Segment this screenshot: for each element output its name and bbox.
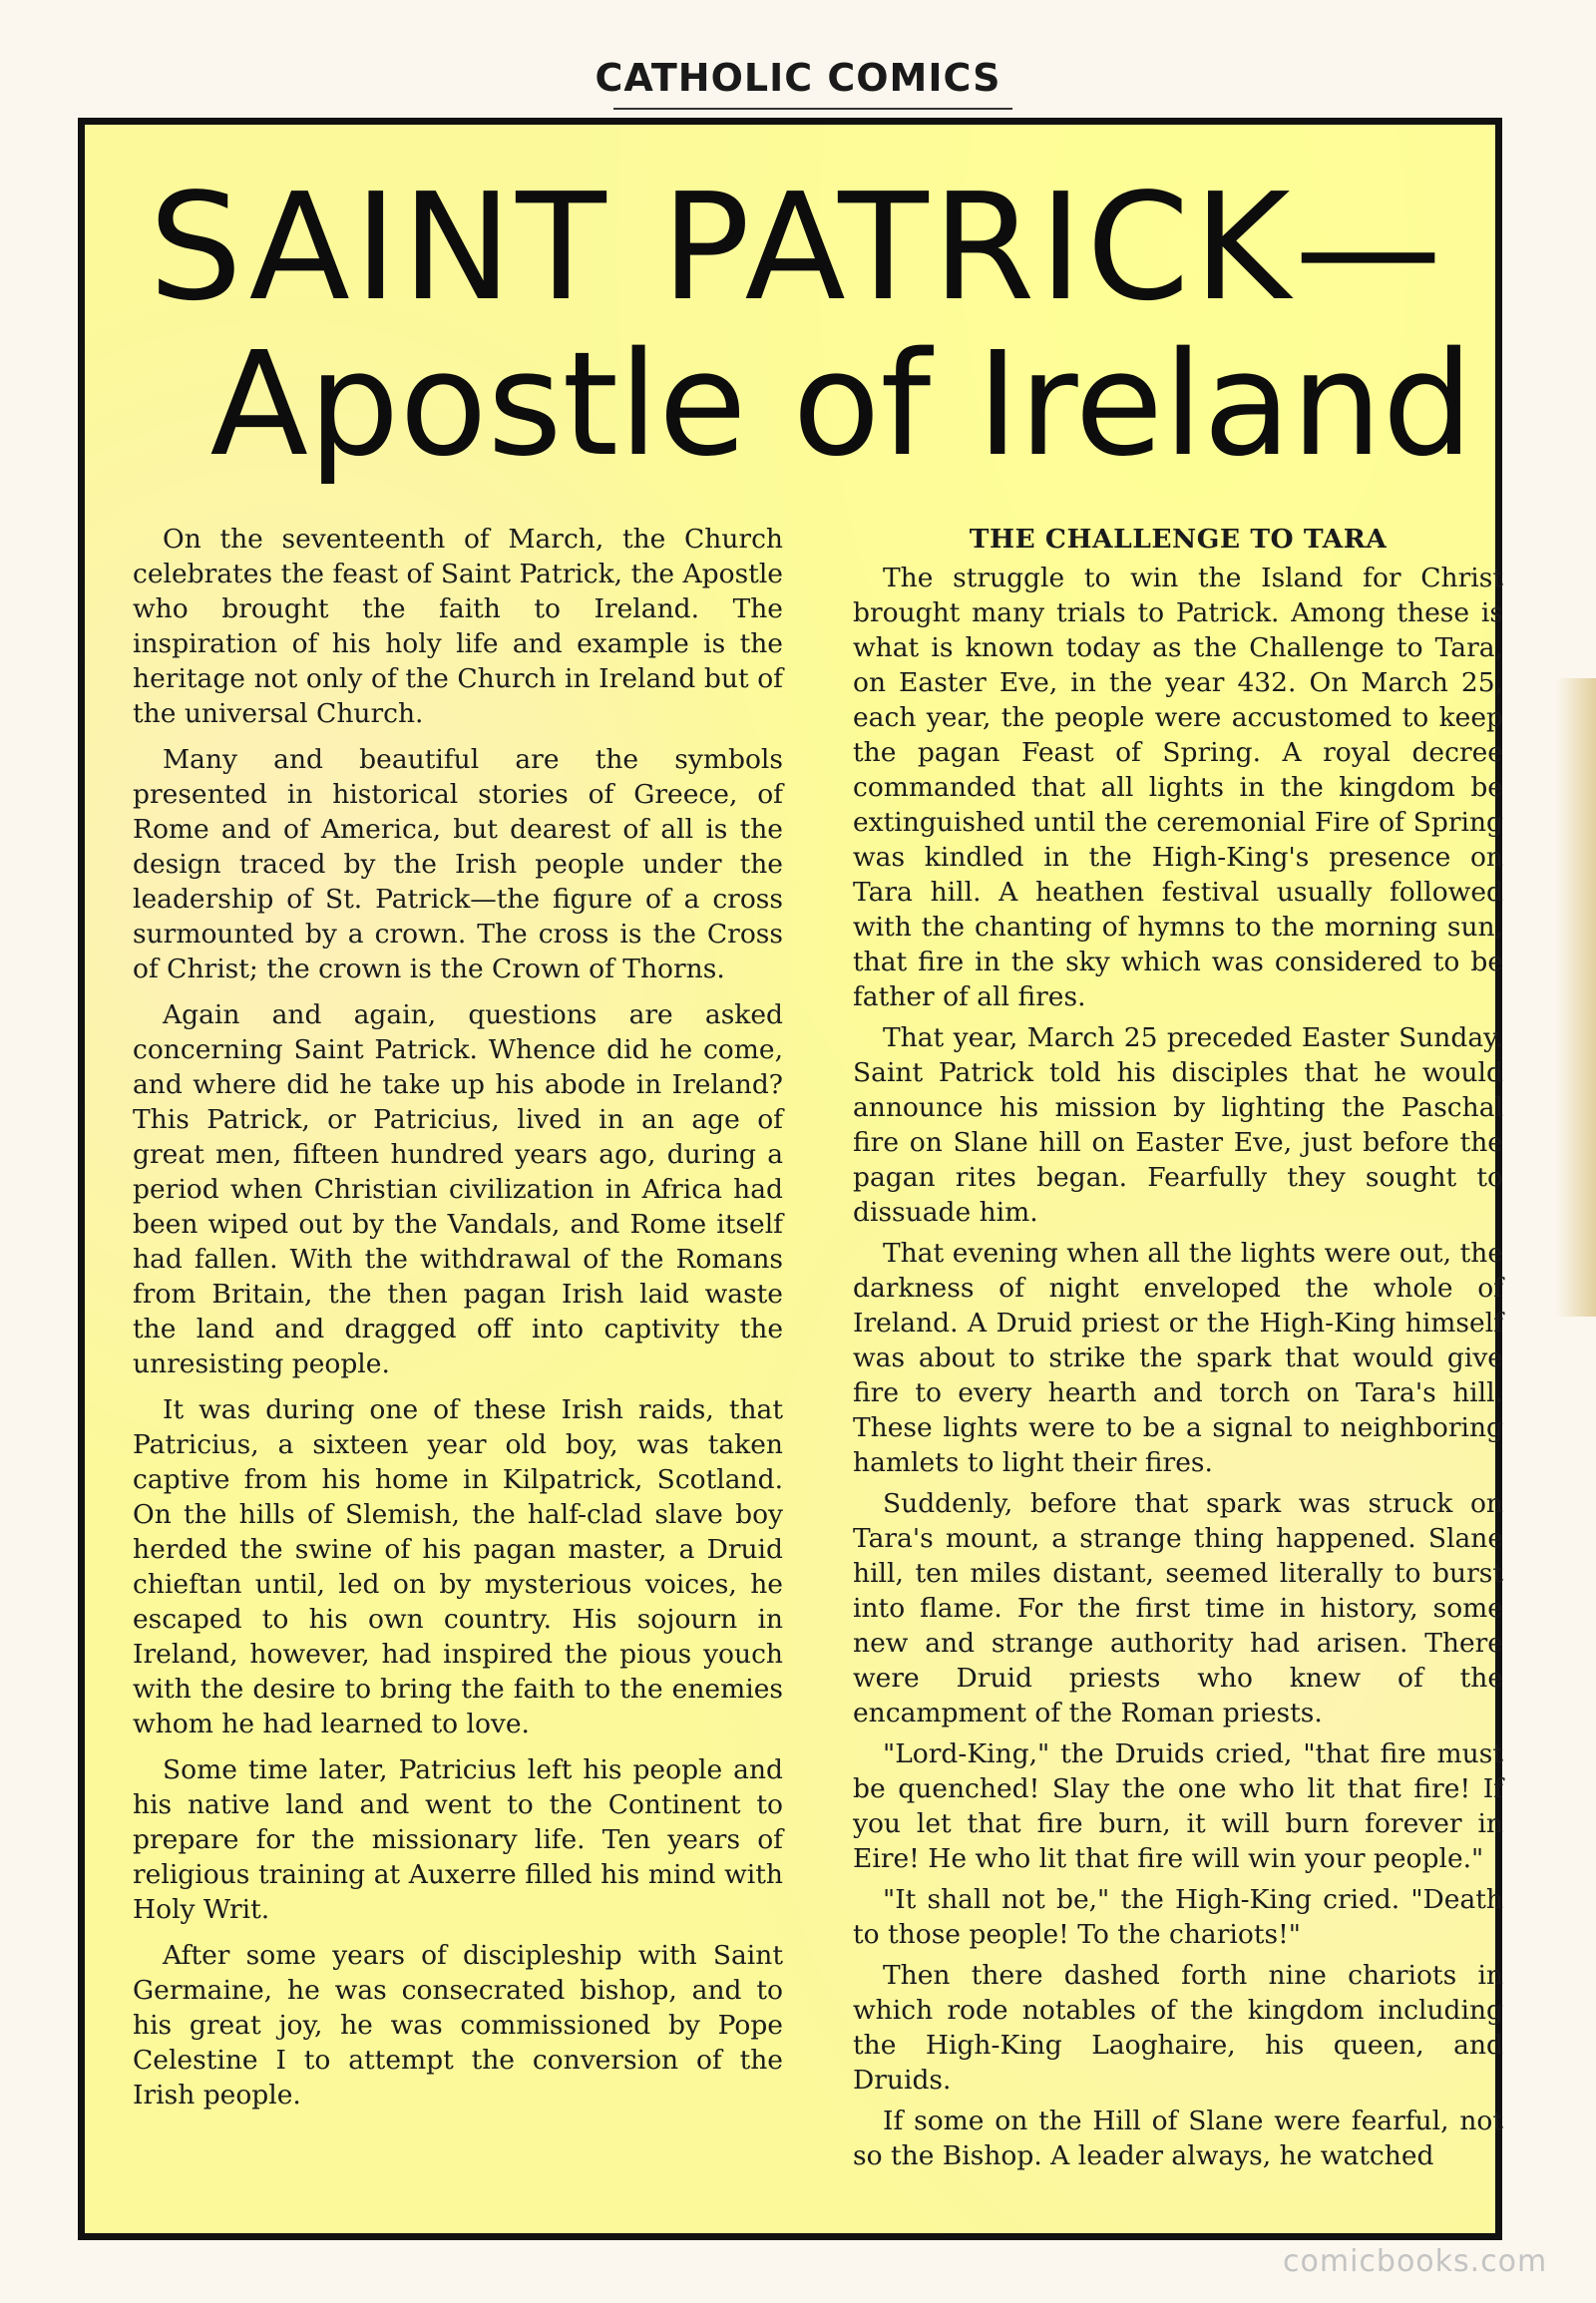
left-paragraph-1: On the seventeenth of March, the Church celebrates the feast of Saint Patrick, the Apostle who brought the faith to Ireland. The inspiration of his holy life and example is the heritage not only of the Church in Ireland but of the universal Church. (133, 524, 783, 729)
left-paragraph-4: It was during one of these Irish raids, that Patricius, a sixteen year old boy, was taken captive from his home in Kilpatrick, Scotland. On the hills of Slemish, the half-clad slave boy herded the swine of his pagan master, a Druid chieftan until, led on by mysterious voices, he escaped to his own country. His sojourn in Ireland, however, had inspired the pious youch with the desire to bring the faith to the enemies whom he had learned to love. (133, 1394, 783, 1739)
right-paragraph-3: That evening when all the lights were out, the darkness of night enveloped the whole of Ireland. A Druid priest or the High-King himself was about to strike the spark that would give fire to every hearth and torch on Tara's hill. These lights were to be a signal to neighboring hamlets to light their fires. (853, 1238, 1503, 1478)
article-title-line1: SAINT PATRICK— (149, 162, 1446, 333)
article-panel (78, 118, 1502, 2240)
right-paragraph-1: The struggle to win the Island for Christ brought many trials to Patrick. Among these is what is known today as the Challenge to Tara, on Easter Eve, in the year 432. On March 25, each year, the people were accustomed to keep the pagan Feast of Spring. A royal decree commanded that all lights in the kingdom be extinguished until the ceremonial Fire of Spring was kindled in the High-King's presence on Tara hill. A heathen festival usually followed with the chanting of hymns to the morning sun, that fire in the sky which was considered to be father of all fires. (853, 563, 1503, 1012)
right-paragraph-7: Then there dashed forth nine chariots in which rode notables of the kingdom including the High-King Laoghaire, his queen, and Druids. (853, 1960, 1503, 2096)
left-paragraph-2: Many and beautiful are the symbols presented in historical stories of Greece, of Rome and of America, but dearest of all is the design traced by the Irish people under the leadership of St. Patrick—the figure of a cross surmounted by a crown. The cross is the Cross of Christ; the crown is the Crown of Thorns. (133, 744, 783, 984)
masthead: CATHOLIC COMICS (595, 56, 1001, 100)
left-paragraph-3: Again and again, questions are asked concerning Saint Patrick. Whence did he come, and where did he take up his abode in Ireland? This Patrick, or Patricius, lived in an age of great men, fifteen hundred years ago, during a period when Christian civilization in Africa had been wiped out by the Vandals, and Rome itself had fallen. With the withdrawal of the Romans from Britain, the then pagan Irish laid waste the land and dragged off into captivity the unresisting people. (133, 999, 783, 1379)
left-column (133, 522, 783, 2123)
right-paragraph-2: That year, March 25 preceded Easter Sunday. Saint Patrick told his disciples that he would announce his mission by lighting the Paschal fire on Slane hill on Easter Eve, just before the pagan rites began. Fearfully they sought to dissuade him. (853, 1022, 1503, 1228)
left-paragraph-6: After some years of discipleship with Saint Germaine, he was consecrated bishop, and to his great joy, he was commissioned by Pope Celestine I to attempt the conversion of the Irish people. (133, 1940, 783, 2111)
masthead-rule (613, 108, 1012, 110)
article-title-line2: Apostle of Ireland (209, 320, 1473, 488)
right-column (853, 522, 1503, 2179)
page-edge-shadow (1556, 678, 1596, 1317)
right-paragraph-8: If some on the Hill of Slane were fearful, not so the Bishop. A leader always, he watched (853, 2106, 1503, 2171)
right-paragraph-4: Suddenly, before that spark was struck on Tara's mount, a strange thing happened. Slane hill, ten miles distant, seemed literally to burst into flame. For the first time in history, some new and strange authority had arisen. There were Druid priests who knew of the encampment of the Roman priests. (853, 1488, 1503, 1728)
watermark: comicbooks.com (1283, 2244, 1548, 2279)
right-paragraph-5: "Lord-King," the Druids cried, "that fire must be quenched! Slay the one who lit that fire! If you let that fire burn, it will burn forever in Eire! He who lit that fire will win your people." (853, 1738, 1503, 1874)
section-subhead: THE CHALLENGE TO TARA (969, 524, 1388, 555)
right-paragraph-6: "It shall not be," the High-King cried. "Death to those people! To the chariots!" (853, 1884, 1503, 1950)
left-paragraph-5: Some time later, Patricius left his people and his native land and went to the Continent to prepare for the missionary life. Ten years of religious training at Auxerre filled his mind with Holy Writ. (133, 1754, 783, 1925)
